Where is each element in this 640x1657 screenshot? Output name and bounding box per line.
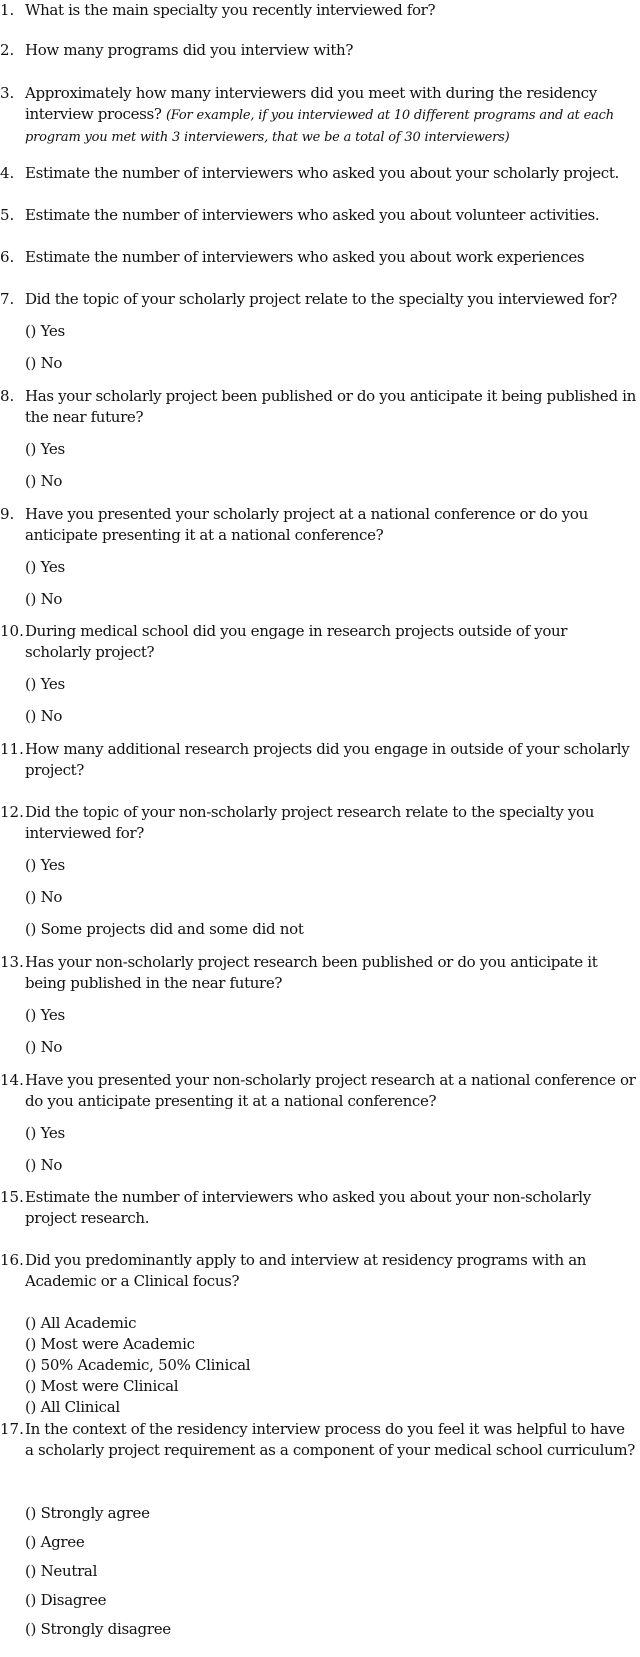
question-13 bbox=[0, 952, 640, 1056]
question-number: 16. bbox=[0, 1251, 24, 1269]
option-yes[interactable]: () Yes bbox=[25, 558, 65, 576]
question-text: How many additional research projects did you engage in outside of your scholarly project? bbox=[25, 740, 630, 779]
question-number: 9. bbox=[0, 505, 15, 523]
option-some[interactable]: () Some projects did and some did not bbox=[25, 920, 304, 938]
question-text: Did the topic of your non-scholarly project research relate to the specialty you interviewed for? bbox=[25, 803, 595, 842]
question-number: 14. bbox=[0, 1071, 24, 1089]
option-yes[interactable]: () Yes bbox=[25, 440, 65, 458]
question-text: Estimate the number of interviewers who asked you about your scholarly project. bbox=[25, 164, 619, 182]
option-no[interactable]: () No bbox=[25, 888, 63, 906]
option-strongly-agree[interactable]: () Strongly agree bbox=[25, 1504, 150, 1522]
question-text: During medical school did you engage in research projects outside of your scholarly project? bbox=[25, 622, 568, 661]
question-3 bbox=[0, 83, 640, 148]
question-text: What is the main specialty you recently interviewed for? bbox=[25, 1, 436, 19]
question-5 bbox=[0, 205, 640, 226]
question-text: Estimate the number of interviewers who asked you about your non-scholarly project research. bbox=[25, 1188, 591, 1227]
option-agree[interactable]: () Agree bbox=[25, 1533, 85, 1551]
option-no[interactable]: () No bbox=[25, 354, 63, 372]
option-yes[interactable]: () Yes bbox=[25, 675, 65, 693]
question-text: Approximately how many interviewers did you meet with during the residency interview process? bbox=[25, 84, 597, 123]
question-11 bbox=[0, 739, 640, 781]
option-most-academic[interactable]: () Most were Academic bbox=[25, 1335, 195, 1353]
question-number: 15. bbox=[0, 1188, 24, 1206]
question-number: 2. bbox=[0, 41, 15, 59]
question-text: Estimate the number of interviewers who asked you about volunteer activities. bbox=[25, 206, 600, 224]
question-number: 8. bbox=[0, 387, 15, 405]
option-strongly-disagree[interactable]: () Strongly disagree bbox=[25, 1620, 171, 1638]
option-50-50[interactable]: () 50% Academic, 50% Clinical bbox=[25, 1356, 251, 1374]
option-all-clinical[interactable]: () All Clinical bbox=[25, 1398, 120, 1416]
question-text: Did you predominantly apply to and interview at residency programs with an Academic or a Clinical focus? bbox=[25, 1251, 587, 1290]
option-all-academic[interactable]: () All Academic bbox=[25, 1314, 137, 1332]
question-number: 11. bbox=[0, 740, 24, 758]
option-most-clinical[interactable]: () Most were Clinical bbox=[25, 1377, 179, 1395]
question-number: 13. bbox=[0, 953, 24, 971]
question-15 bbox=[0, 1187, 640, 1229]
question-number: 12. bbox=[0, 803, 24, 821]
question-text: Did the topic of your scholarly project relate to the specialty you interviewed for? bbox=[25, 290, 617, 308]
option-no[interactable]: () No bbox=[25, 707, 63, 725]
question-1 bbox=[0, 0, 640, 21]
option-no[interactable]: () No bbox=[25, 590, 63, 608]
question-14 bbox=[0, 1070, 640, 1174]
question-number: 4. bbox=[0, 164, 15, 182]
question-text: Have you presented your scholarly project at a national conference or do you anticipate presenting it at a national conference? bbox=[25, 505, 588, 544]
question-text: Estimate the number of interviewers who asked you about work experiences bbox=[25, 248, 585, 266]
question-text: Has your non-scholarly project research been published or do you anticipate it being published in the near future? bbox=[25, 953, 598, 992]
question-8 bbox=[0, 386, 640, 490]
option-yes[interactable]: () Yes bbox=[25, 322, 65, 340]
option-no[interactable]: () No bbox=[25, 1156, 63, 1174]
question-number: 6. bbox=[0, 248, 15, 266]
question-12 bbox=[0, 802, 640, 938]
question-10 bbox=[0, 621, 640, 725]
option-no[interactable]: () No bbox=[25, 1038, 63, 1056]
option-yes[interactable]: () Yes bbox=[25, 1006, 65, 1024]
question-16 bbox=[0, 1250, 640, 1416]
option-disagree[interactable]: () Disagree bbox=[25, 1591, 107, 1609]
option-yes[interactable]: () Yes bbox=[25, 1124, 65, 1142]
question-2 bbox=[0, 40, 640, 61]
option-neutral[interactable]: () Neutral bbox=[25, 1562, 98, 1580]
question-text: Has your scholarly project been published or do you anticipate it being published in the near future? bbox=[25, 387, 636, 426]
question-6 bbox=[0, 247, 640, 268]
question-number: 10. bbox=[0, 622, 24, 640]
question-17 bbox=[0, 1419, 640, 1638]
question-note: (For example, if you interviewed at 10 different programs and at each program you met with 3 interviewers, that we be a total of 30 interviewers) bbox=[25, 108, 614, 145]
question-text: In the context of the residency interview process do you feel it was helpful to have a scholarly project requirement as a component of your medical school curriculum? bbox=[25, 1420, 635, 1459]
question-9 bbox=[0, 504, 640, 608]
option-yes[interactable]: () Yes bbox=[25, 856, 65, 874]
question-text: Have you presented your non-scholarly project research at a national conference or do you anticipate presenting it at a national conference? bbox=[25, 1071, 636, 1110]
question-4 bbox=[0, 163, 640, 184]
question-text: How many programs did you interview with? bbox=[25, 41, 354, 59]
question-7 bbox=[0, 289, 640, 372]
option-no[interactable]: () No bbox=[25, 472, 63, 490]
question-number: 1. bbox=[0, 1, 15, 19]
question-number: 17. bbox=[0, 1420, 24, 1438]
question-number: 3. bbox=[0, 84, 15, 102]
question-number: 5. bbox=[0, 206, 15, 224]
question-number: 7. bbox=[0, 290, 15, 308]
